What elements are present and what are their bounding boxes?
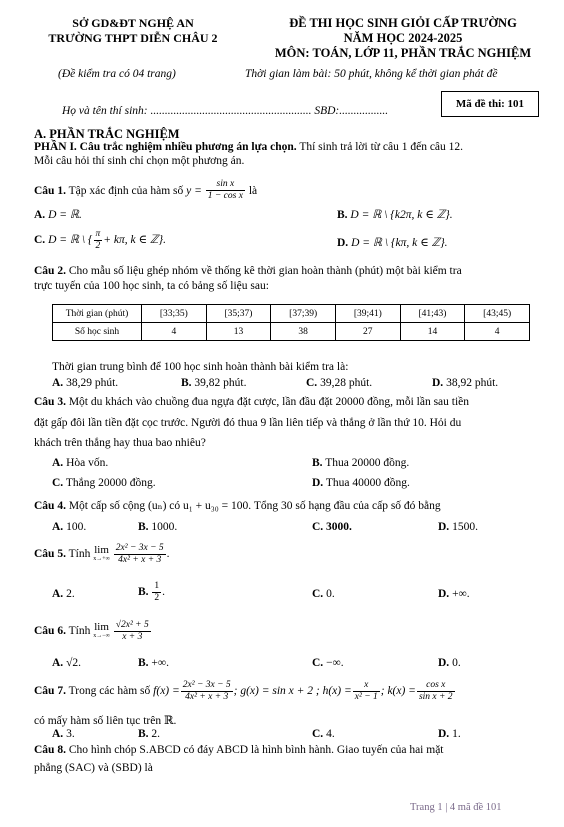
q4-option-b[interactable]: B. 1000. xyxy=(138,521,178,533)
q3-option-c[interactable]: C. Thắng 20000 đồng. xyxy=(52,477,156,489)
table-cell: 38 xyxy=(271,323,336,341)
q1-option-c[interactable]: C. D = ℝ \ { $\frac{\pi}{2}$ + kπ, k ∈ ℤ}. xyxy=(34,229,166,251)
q7-option-a[interactable]: A. 3. xyxy=(52,728,75,740)
question-4: Câu 4. Một cấp số cộng (uₙ) có u₁ + u₃₀ = 100. Tổng 30 số hạng đầu của cấp số đó bằng xyxy=(34,500,441,512)
student-info-line: Họ và tên thí sinh: ........................................................ SBD:................. xyxy=(62,105,389,117)
q4-option-a[interactable]: A. 100. xyxy=(52,521,87,533)
q5-option-d[interactable]: D. +∞. xyxy=(438,588,470,600)
q2-option-a[interactable]: A. 38,29 phút. xyxy=(52,377,119,389)
q4-option-c[interactable]: C. 3000. xyxy=(312,521,352,533)
q2-option-b[interactable]: B. 39,82 phút. xyxy=(181,377,247,389)
question-2-prompt: Thời gian trung bình để 100 học sinh hoàn thành bài kiểm tra là: xyxy=(52,361,349,373)
table-cell: 14 xyxy=(400,323,465,341)
table-cell: 13 xyxy=(206,323,271,341)
part1-instruction-line2: Mỗi câu hỏi thí sinh chỉ chọn một phương án. xyxy=(34,155,245,167)
q5-option-c[interactable]: C. 0. xyxy=(312,588,335,600)
page-footer: Trang 1 | 4 mã đề 101 xyxy=(410,802,502,813)
q5-option-a[interactable]: A. 2. xyxy=(52,588,75,600)
q6-option-d[interactable]: D. 0. xyxy=(438,657,461,669)
section-title: A. PHẦN TRẮC NGHIỆM xyxy=(34,127,180,141)
exam-title: ĐỀ THI HỌC SINH GIỎI CẤP TRƯỜNG xyxy=(289,16,517,30)
q6-option-b[interactable]: B. +∞. xyxy=(138,657,169,669)
table-row xyxy=(53,323,530,341)
question-6: Câu 6. Tính lim x→−∞ $\frac{\text{√2x² + 5}}{x + 3}$ xyxy=(34,620,149,642)
table-cell: [43;45) xyxy=(465,305,530,323)
school-name: TRƯỜNG THPT DIỄN CHÂU 2 xyxy=(48,31,218,45)
q6-option-c[interactable]: C. −∞. xyxy=(312,657,344,669)
q7-option-b[interactable]: B. 2. xyxy=(138,728,161,740)
table-header-cell: Thời gian (phút) xyxy=(53,305,142,323)
question-7-line2: có mấy hàm số liên tục trên ℝ. xyxy=(34,715,177,727)
question-3-line2: đặt gấp đôi lần tiền đặt cọc trước. Người đó thua 9 lần liên tiếp và thắng ở lần thứ 10. Hỏi du xyxy=(34,417,462,429)
q1-option-d[interactable]: D. D = ℝ \ {kπ, k ∈ ℤ}. xyxy=(337,237,448,249)
q7-option-c[interactable]: C. 4. xyxy=(312,728,335,740)
table-cell: 27 xyxy=(335,323,400,341)
part1-instruction: PHẦN I. Câu trắc nghiệm nhiều phương án lựa chọn. Thí sinh trả lời từ câu 1 đến câu 12. xyxy=(34,141,464,153)
question-8: Câu 8. Cho hình chóp S.ABCD có đáy ABCD là hình bình hành. Giao tuyến của hai mặt xyxy=(34,744,444,756)
q3-option-b[interactable]: B. Thua 20000 đồng. xyxy=(312,457,410,469)
q5-option-b[interactable]: B. $\frac{1}{2}$ . xyxy=(138,581,166,603)
table-cell: [35;37) xyxy=(206,305,271,323)
q3-option-a[interactable]: A. Hòa vốn. xyxy=(52,457,109,469)
q1-option-a[interactable]: A. D = ℝ. xyxy=(34,209,82,221)
q6-option-a[interactable]: A. √2. xyxy=(52,657,81,669)
time-note: Thời gian làm bài: 50 phút, không kể thời gian phát đề xyxy=(245,68,498,80)
q3-option-d[interactable]: D. Thua 40000 đồng. xyxy=(312,477,410,489)
exam-code-box: Mã đề thi: 101 xyxy=(441,91,539,117)
table-cell: 4 xyxy=(465,323,530,341)
subject-line: MÔN: TOÁN, LỚP 11, PHẦN TRẮC NGHIỆM xyxy=(274,46,532,60)
table-header-cell: Số học sinh xyxy=(53,323,142,341)
table-cell: [37;39) xyxy=(271,305,336,323)
question-8-line2: phẳng (SAC) và (SBD) là xyxy=(34,762,153,774)
table-row xyxy=(53,305,530,323)
data-table xyxy=(52,304,530,341)
q2-option-d[interactable]: D. 38,92 phút. xyxy=(432,377,499,389)
question-5: Câu 5. Tính lim x→+∞ $\frac{\text{2x² − 3x − 5}}{\text{4x² + x + 3}}$ . xyxy=(34,543,170,565)
question-1: Câu 1. Tập xác định của hàm số y = $\frac{\text{sin x}}{\text{1 − cos x}}$ là xyxy=(34,179,258,201)
table-cell: [39;41) xyxy=(335,305,400,323)
pages-note: (Đề kiểm tra có 04 trang) xyxy=(58,68,176,80)
table-cell: 4 xyxy=(142,323,207,341)
question-3: Câu 3. Một du khách vào chuồng đua ngựa đặt cược, lần đầu đặt 20000 đồng, mỗi lần sau tiền xyxy=(34,396,470,408)
question-7: Câu 7. Trong các hàm số f(x) = $\frac{\text{2x² − 3x − 5}}{\text{4x² + x + 3}}$ ; g(x) = sin x + 2 ; h(x) = $\frac{x}{\text{x² − 1}}$ ; k(x) = $\frac{\text{cos x}}{\text{sin x + 2}}$ xyxy=(34,680,453,702)
question-3-line3: khách trên thắng hay thua bao nhiêu? xyxy=(34,437,206,449)
question-2-line2: trực tuyến của 100 học sinh, ta có bảng số liệu sau: xyxy=(34,280,269,292)
department-name: SỞ GD&ĐT NGHỆ AN xyxy=(72,16,194,30)
q2-option-c[interactable]: C. 39,28 phút. xyxy=(306,377,373,389)
q4-option-d[interactable]: D. 1500. xyxy=(438,521,478,533)
q1-option-b[interactable]: B. D = ℝ \ {k2π, k ∈ ℤ}. xyxy=(337,209,453,221)
table-cell: [33;35) xyxy=(142,305,207,323)
school-year: NĂM HỌC 2024-2025 xyxy=(343,31,463,45)
question-2: Câu 2. Cho mẫu số liệu ghép nhóm về thống kê thời gian hoàn thành (phút) một bài kiểm tra xyxy=(34,265,462,277)
table-cell: [41;43) xyxy=(400,305,465,323)
q7-option-d[interactable]: D. 1. xyxy=(438,728,461,740)
